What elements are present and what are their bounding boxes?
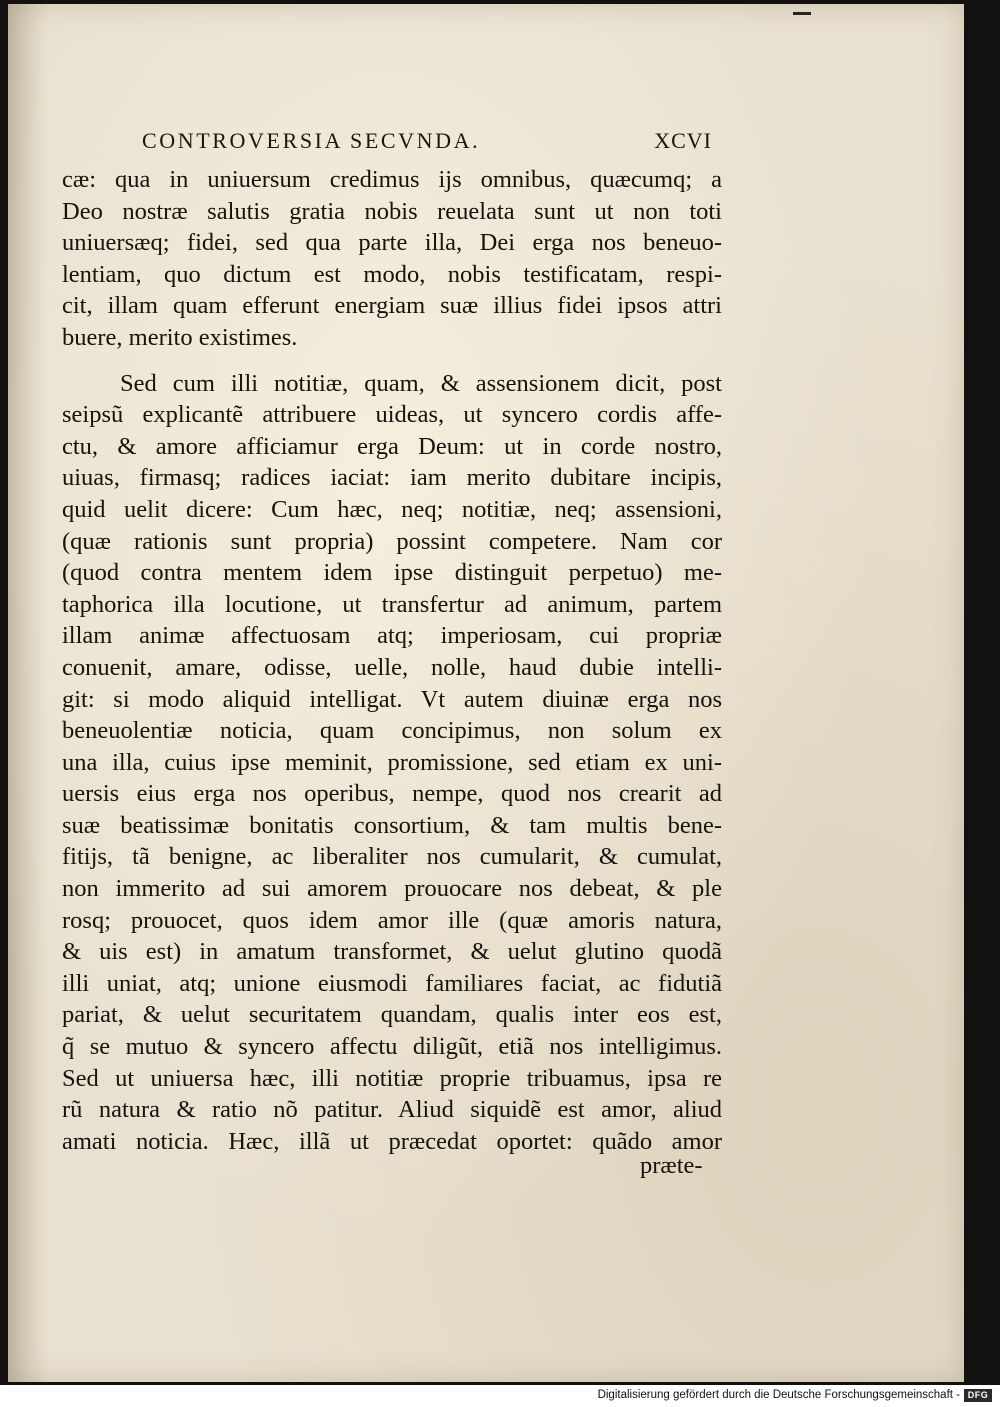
text-line: buere, merito existimes. [62, 323, 298, 351]
text-line: q̃ se mutuo & syncero affectu diligũt, etiã nos intelligimus. [62, 1033, 722, 1061]
catchword: præte- [640, 1152, 703, 1179]
margin-mark [793, 12, 811, 15]
paragraph-2 [62, 368, 722, 1158]
text-line: pariat, & uelut securitatem quandam, qualis inter eos est, [62, 1001, 722, 1029]
text-line: uersis eius erga nos operibus, nempe, quod nos crearit ad [62, 780, 722, 808]
text-line: quid uelit dicere: Cum hæc, neq; notitiæ, neq; assensioni, [62, 495, 722, 523]
text-line: Sed cum illi notitiæ, quam, & assensionem dicit, post [120, 369, 722, 397]
text-line: non immerito ad sui amorem prouocare nos debeat, & ple [62, 875, 722, 903]
funding-credit: Digitalisierung gefördert durch die Deutsche Forschungsgemeinschaft - [597, 1389, 960, 1401]
text-line: ctu, & amore afficiamur erga Deum: ut in corde nostro, [62, 432, 722, 460]
text-line: amati noticia. Hæc, illã ut præcedat oportet: quãdo amor [62, 1127, 722, 1155]
paragraph-gap [62, 354, 722, 368]
text-line: fitijs, tã benigne, ac liberaliter nos cumularit, & cumulat, [62, 843, 722, 871]
folio-number: XCVI [654, 128, 712, 153]
text-line: rosq; prouocet, quos idem amor ille (quæ amoris natura, [62, 906, 722, 934]
text-line: cit, illam quam efferunt energiam suæ illius fidei ipsos attri [62, 292, 722, 320]
text-line: taphorica illa locutione, ut transfertur ad animum, partem [62, 590, 722, 618]
text-line: illi uniat, atq; unione eiusmodi familiares faciat, ac fidutiã [62, 969, 722, 997]
text-line: (quæ rationis sunt propria) possint competere. Nam cor [62, 527, 722, 555]
running-head [142, 128, 712, 162]
text-line: seipsũ explicantẽ attribuere uideas, ut syncero cordis affe- [62, 401, 722, 429]
text-line: cæ: qua in uniuersum credimus ijs omnibus, quæcumq; a [62, 166, 722, 193]
footer-bar [0, 1385, 1000, 1407]
body-text [62, 164, 722, 1157]
dfg-logo: DFG [964, 1389, 992, 1402]
text-line: lentiam, quo dictum est modo, nobis testificatam, respi- [62, 260, 722, 288]
paragraph-1 [62, 164, 722, 354]
text-line: Sed ut uniuersa hæc, illi notitiæ proprie tribuamus, ipsa re [62, 1064, 722, 1092]
text-line: rũ natura & ratio nõ patitur. Aliud siquidẽ est amor, aliud [62, 1096, 722, 1124]
text-line: (quod contra mentem idem ipse distinguit perpetuo) me- [62, 559, 722, 587]
text-line: & uis est) in amatum transformet, & uelut glutino quodã [62, 938, 722, 966]
text-line: suæ beatissimæ bonitatis consortium, & tam multis bene- [62, 811, 722, 839]
text-line: conuenit, amare, odisse, uelle, nolle, haud dubie intelli- [62, 653, 722, 681]
text-line: uniuersæq; fidei, sed qua parte illa, Dei erga nos beneuo- [62, 229, 722, 257]
text-line: git: si modo aliquid intelligat. Vt autem diuinæ erga nos [62, 685, 722, 713]
text-line: illam animæ affectuosam atq; imperiosam, cui propriæ [62, 622, 722, 650]
running-head-title: CONTROVERSIA SECVNDA. [142, 128, 481, 153]
text-line: uiuas, firmasq; radices iaciat: iam merito dubitare incipis, [62, 464, 722, 492]
text-line: Deo nostræ salutis gratia nobis reuelata sunt ut non toti [62, 197, 722, 225]
text-line: beneuolentiæ noticia, quam concipimus, non solum ex [62, 717, 722, 745]
text-line: una illa, cuius ipse meminit, promissione, sed etiam ex uni- [62, 748, 722, 776]
